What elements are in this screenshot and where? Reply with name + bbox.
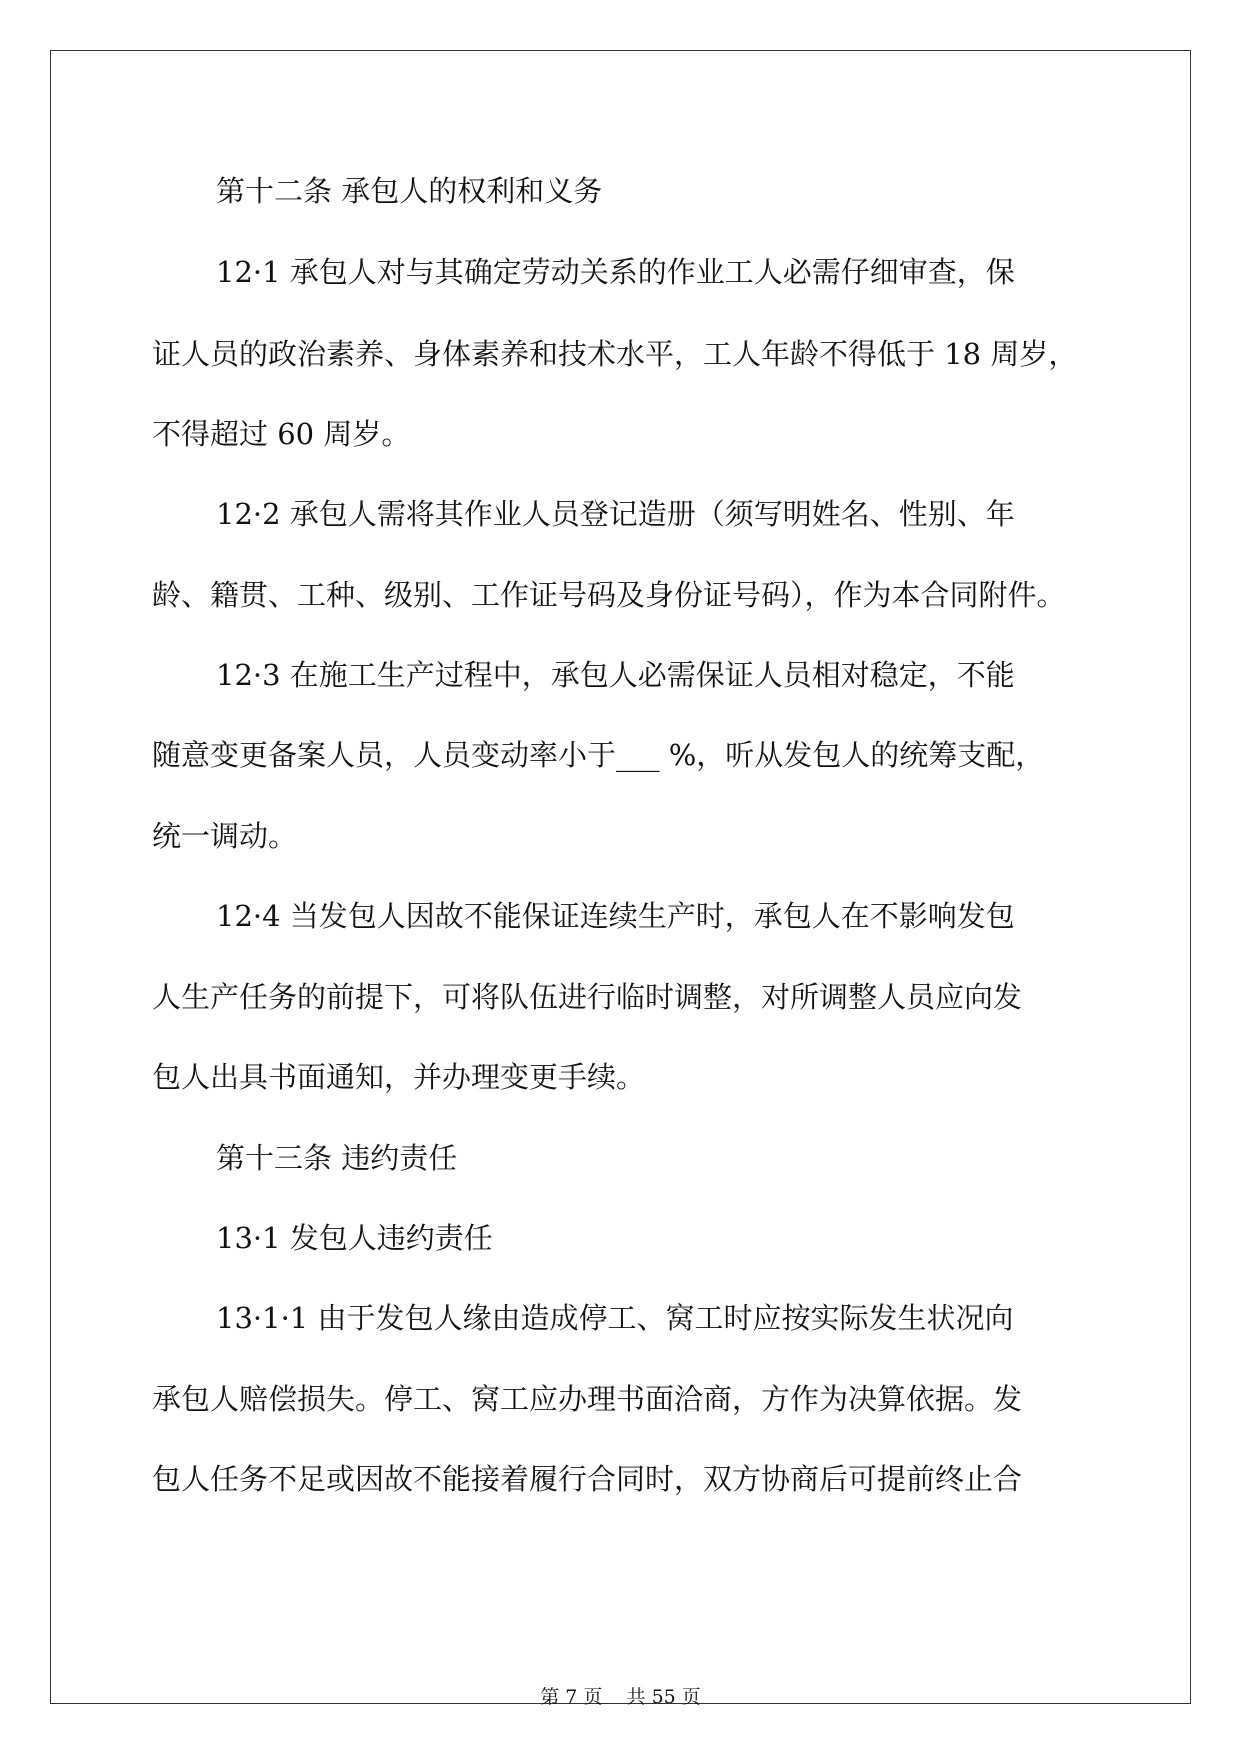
- paragraph-12-1-line-2: 证人员的政治素养、身体素养和技术水平，工人年龄不得低于 18 周岁，: [152, 337, 1078, 371]
- page-frame: [50, 50, 1191, 1704]
- paragraph-12-4-line-1: 12·4 当发包人因故不能保证连续生产时，承包人在不影响发包: [216, 899, 1015, 933]
- paragraph-12-2-line-1: 12·2 承包人需将其作业人员登记造册（须写明姓名、性别、年: [216, 497, 1015, 531]
- paragraph-12-4-line-3: 包人出具书面通知，并办理变更手续。: [152, 1060, 646, 1094]
- paragraph-13-1-1-line-1: 13·1·1 由于发包人缘由造成停工、窝工时应按实际发生状况向: [216, 1301, 1014, 1335]
- article-12-heading: 第十二条 承包人的权利和义务: [216, 174, 603, 208]
- paragraph-13-1-1-line-2: 承包人赔偿损失。停工、窝工应办理书面洽商，方作为决算依据。发: [152, 1382, 1023, 1416]
- paragraph-12-3-line-1: 12·3 在施工生产过程中，承包人必需保证人员相对稳定，不能: [216, 658, 1015, 692]
- section-13-1-heading: 13·1 发包人违约责任: [216, 1221, 493, 1255]
- paragraph-12-2-line-2: 龄、籍贯、工种、级别、工作证号码及身份证号码），作为本合同附件。: [152, 578, 1066, 612]
- article-13-heading: 第十三条 违约责任: [216, 1141, 458, 1175]
- page-number-footer: 第 7 页 共 55 页: [540, 1686, 701, 1708]
- paragraph-12-3-line-2: 随意变更备案人员，人员变动率小于___ %，听从发包人的统筹支配，: [152, 738, 1045, 772]
- paragraph-13-1-1-line-3: 包人任务不足或因故不能接着履行合同时，双方协商后可提前终止合: [152, 1462, 1023, 1496]
- paragraph-12-1-line-1: 12·1 承包人对与其确定劳动关系的作业工人必需仔细审查，保: [216, 255, 1015, 289]
- paragraph-12-4-line-2: 人生产任务的前提下，可将队伍进行临时调整，对所调整人员应向发: [152, 980, 1023, 1014]
- paragraph-12-3-line-3: 统一调动。: [152, 819, 298, 853]
- paragraph-12-1-line-3: 不得超过 60 周岁。: [152, 417, 411, 451]
